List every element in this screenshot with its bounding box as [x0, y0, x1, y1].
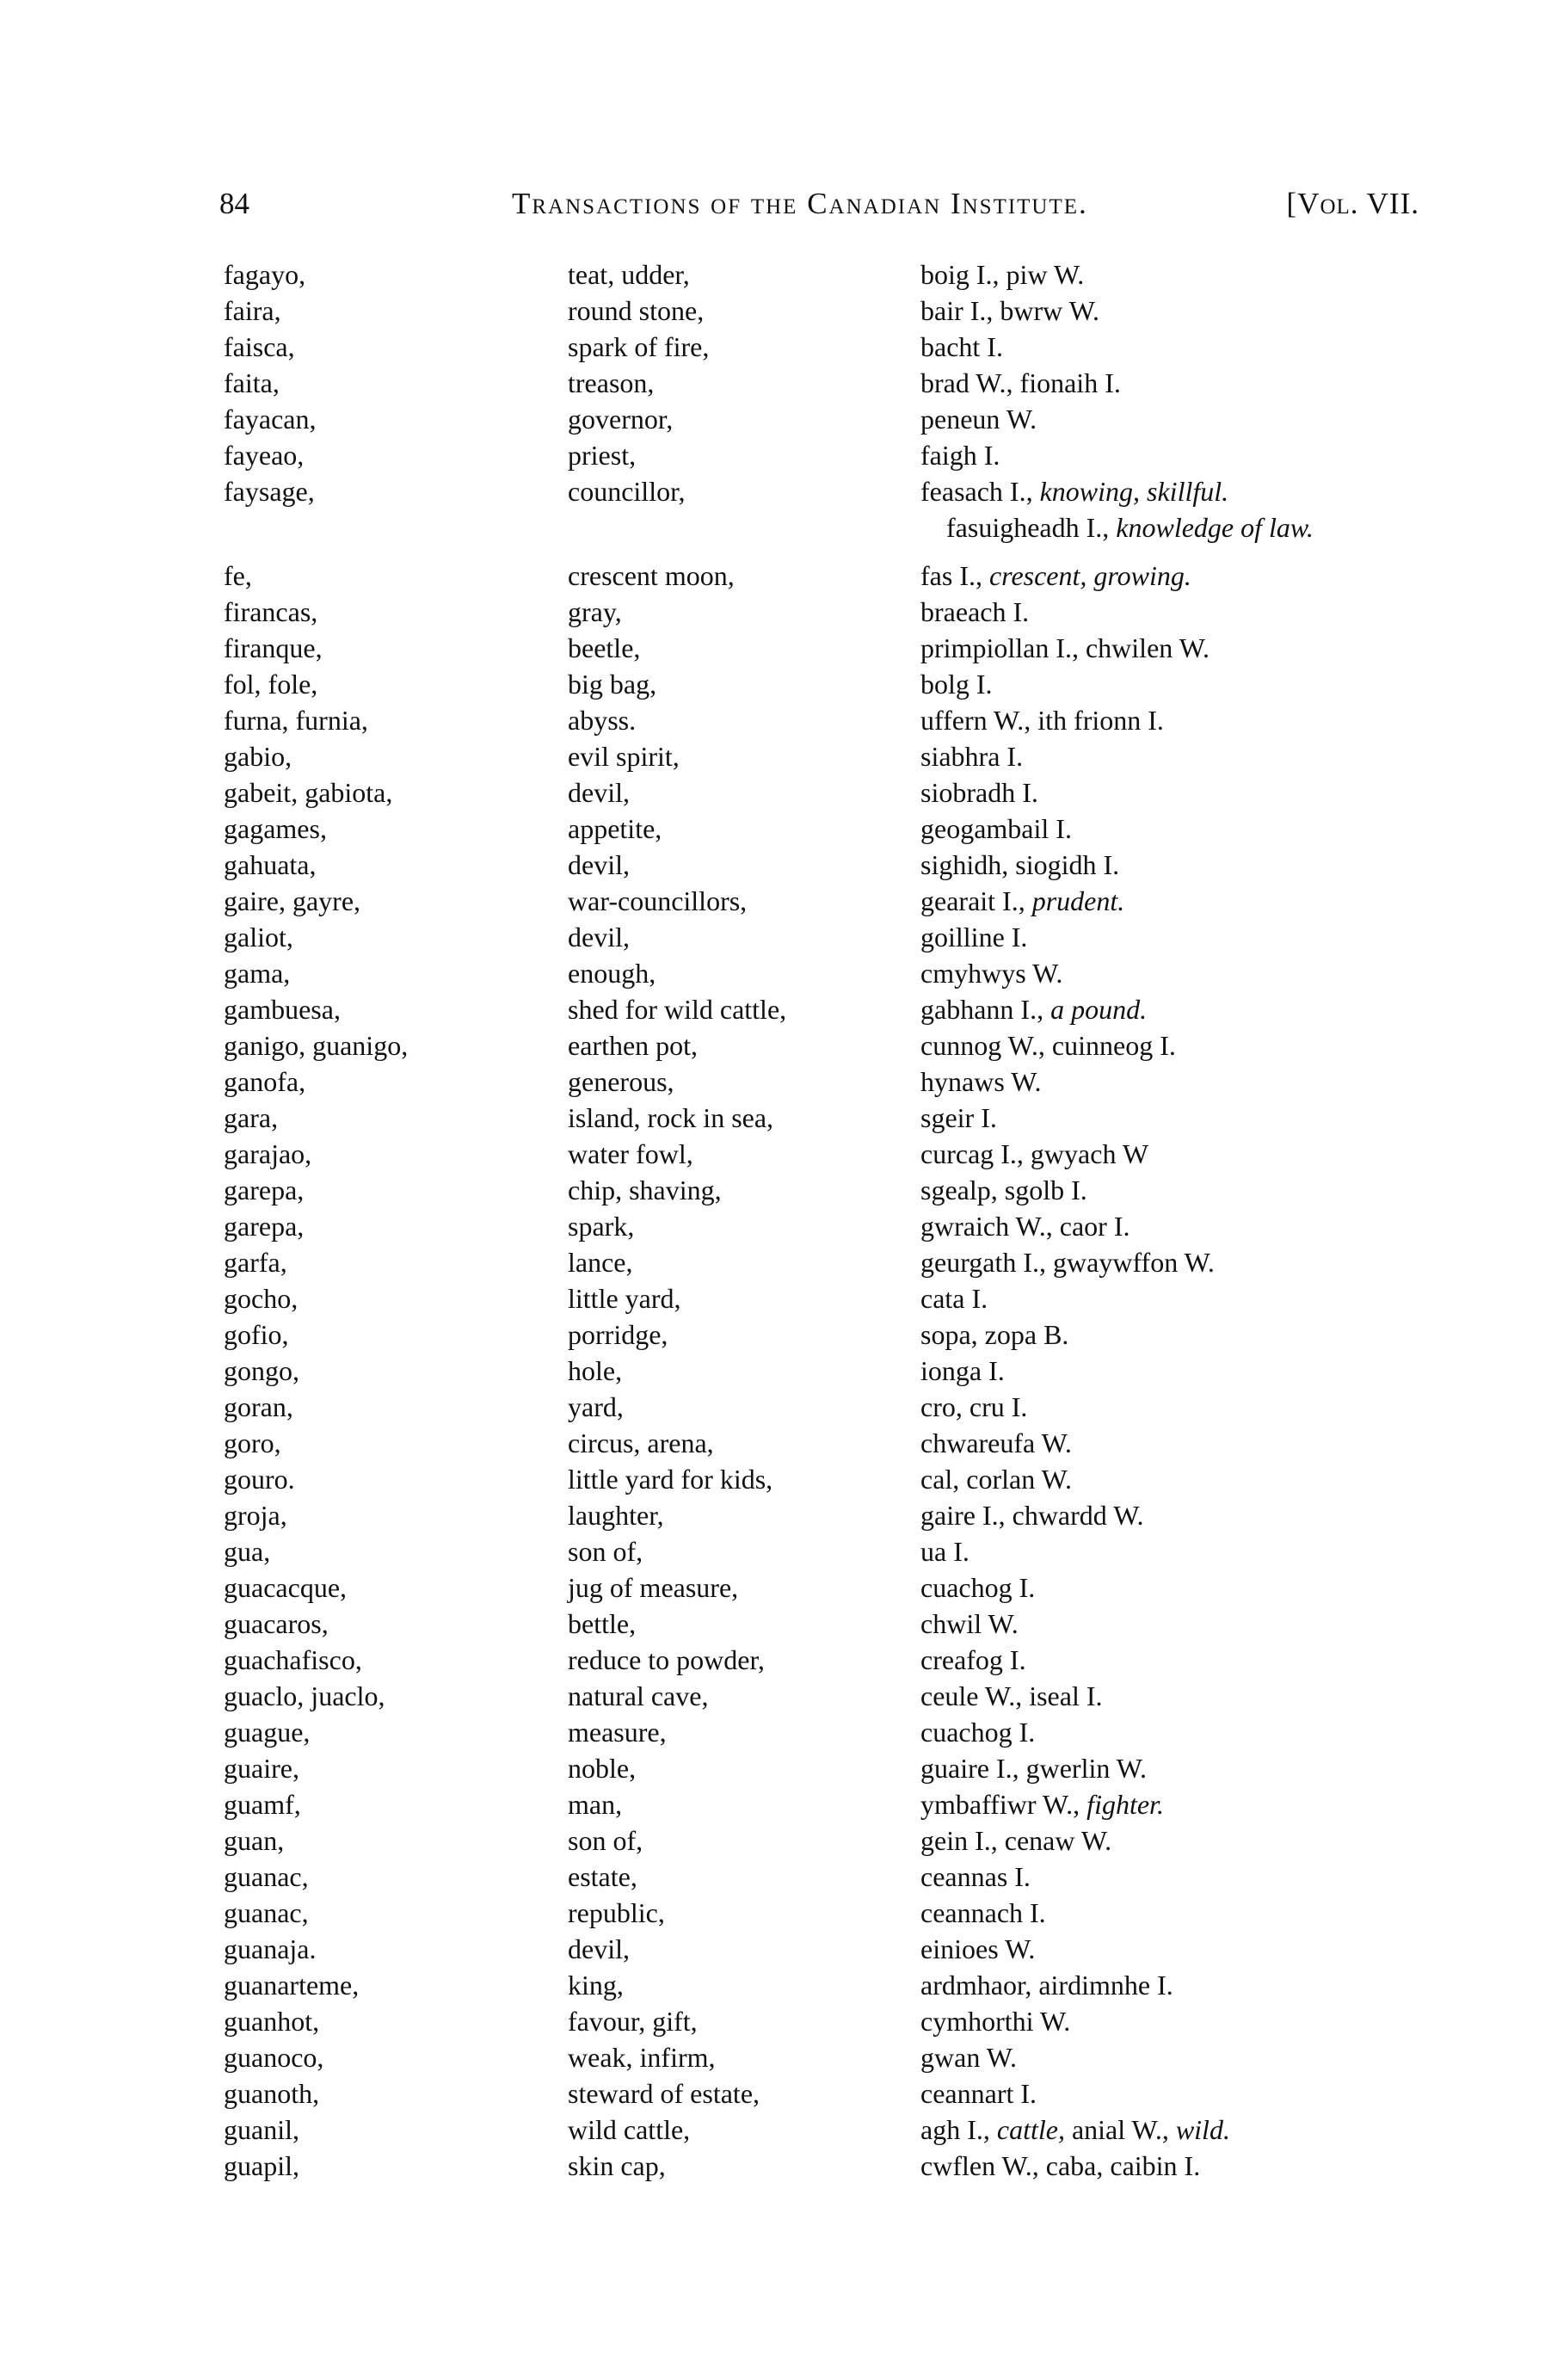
celtic-cognate	[920, 883, 1124, 919]
english-meaning: evil spirit,	[568, 741, 680, 772]
guanche-word: guanoco,	[224, 2042, 324, 2073]
english-meaning: spark of fire,	[568, 331, 710, 362]
cognate-text: gwraich W., caor I.	[920, 1211, 1130, 1242]
list-item	[224, 1389, 1359, 1425]
cognate-text: gearait I.,	[920, 885, 1025, 916]
cognate-text: gein I., cenaw W.	[920, 1825, 1112, 1856]
cognate-text: gaire I., chwardd W.	[920, 1500, 1144, 1531]
english-meaning: devil,	[568, 777, 630, 808]
english-meaning: measure,	[568, 1717, 667, 1748]
list-item	[224, 1533, 1359, 1569]
english-meaning: son of,	[568, 1825, 643, 1856]
cognate-text: braeach I.	[920, 596, 1030, 627]
celtic-cognate	[920, 329, 1003, 365]
list-item	[224, 1064, 1359, 1100]
english-meaning: devil,	[568, 849, 630, 880]
cognate-text: ua I.	[920, 1536, 969, 1567]
list-item	[224, 738, 1359, 774]
celtic-cognate	[920, 1859, 1031, 1895]
guanche-word: fayeao,	[224, 440, 305, 471]
list-item	[224, 1425, 1359, 1461]
guanche-word: guacaros,	[224, 1608, 329, 1639]
celtic-cognate	[920, 1786, 1164, 1822]
list-item	[224, 919, 1359, 955]
guanche-word: gambuesa,	[224, 994, 341, 1025]
english-meaning: porridge,	[568, 1319, 668, 1350]
guanche-word: guachafisco,	[224, 1644, 362, 1675]
celtic-cognate	[920, 365, 1121, 401]
english-meaning: gray,	[568, 596, 622, 627]
english-meaning: devil,	[568, 1933, 630, 1964]
english-meaning: earthen pot,	[568, 1030, 699, 1061]
cognate-text: ionga I.	[920, 1355, 1005, 1386]
celtic-cognate	[920, 1533, 969, 1569]
guanche-word: furna, furnia,	[224, 705, 368, 736]
guanche-word: guanil,	[224, 2114, 299, 2145]
guanche-word: fol, fole,	[224, 669, 318, 700]
english-meaning: noble,	[568, 1753, 637, 1784]
celtic-cognate	[920, 1100, 997, 1136]
list-item	[224, 1353, 1359, 1389]
cognate-text: fas I.,	[920, 560, 982, 591]
guanche-word: groja,	[224, 1500, 287, 1531]
cognate-gloss: knowing, skillful.	[1039, 476, 1229, 507]
list-item	[224, 2148, 1359, 2184]
list-item	[224, 1497, 1359, 1533]
celtic-cognate	[920, 847, 1119, 883]
english-meaning: appetite,	[568, 813, 662, 844]
cognate-text: chwil W.	[920, 1608, 1019, 1639]
list-item	[224, 1244, 1359, 1280]
english-meaning: bettle,	[568, 1608, 637, 1639]
celtic-cognate	[920, 473, 1228, 509]
cognate-gloss: wild.	[1175, 2114, 1230, 2145]
english-meaning: water fowl,	[568, 1138, 693, 1169]
cognate-gloss: cattle,	[996, 2114, 1065, 2145]
celtic-cognate	[920, 594, 1029, 630]
guanche-word: guanhot,	[224, 2006, 320, 2037]
cognate-text: cmyhwys W.	[920, 958, 1063, 989]
cognate-text: geogambail I.	[920, 813, 1072, 844]
cognate-text: cata I.	[920, 1283, 988, 1314]
cognate-gloss: crescent, growing.	[988, 560, 1191, 591]
english-meaning: favour, gift,	[568, 2006, 698, 2037]
english-meaning: laughter,	[568, 1500, 664, 1531]
guanche-word: gabio,	[224, 741, 292, 772]
english-meaning: round stone,	[568, 295, 705, 326]
cognate-text: sopa, zopa B.	[920, 1319, 1069, 1350]
list-item	[224, 1822, 1359, 1859]
english-meaning: man,	[568, 1789, 623, 1820]
celtic-cognate	[920, 1895, 1046, 1931]
celtic-cognate	[920, 1606, 1019, 1642]
celtic-cognate	[920, 1244, 1215, 1280]
celtic-cognate	[920, 1389, 1027, 1425]
cognate-text: cunnog W., cuinneog I.	[920, 1030, 1176, 1061]
cognate-text: ardmhaor, airdimnhe I.	[920, 1970, 1173, 2001]
cognate-text: agh I.,	[920, 2114, 990, 2145]
english-meaning: enough,	[568, 958, 656, 989]
english-meaning: spark,	[568, 1211, 635, 1242]
list-item	[224, 365, 1359, 401]
celtic-cognate	[920, 1316, 1068, 1353]
cognate-text: gabhann I.,	[920, 994, 1044, 1025]
guanche-word: guanac,	[224, 1861, 309, 1892]
list-item	[224, 2039, 1359, 2075]
running-title: Transactions of the Canadian Institute.	[512, 187, 1088, 220]
cognate-text: peneun W.	[920, 404, 1037, 435]
celtic-cognate	[920, 919, 1027, 955]
cognate-gloss: fighter.	[1086, 1789, 1164, 1820]
guanche-word: gahuata,	[224, 849, 317, 880]
english-meaning: little yard for kids,	[568, 1464, 773, 1495]
guanche-word: faira,	[224, 295, 281, 326]
cognate-text: hynaws W.	[920, 1066, 1042, 1097]
guanche-word: gara,	[224, 1102, 279, 1133]
english-meaning: shed for wild cattle,	[568, 994, 787, 1025]
english-meaning: steward of estate,	[568, 2078, 760, 2109]
list-item	[224, 1569, 1359, 1606]
volume-label: [Vol. VII.	[1286, 187, 1419, 220]
english-meaning: abyss.	[568, 705, 637, 736]
english-meaning: natural cave,	[568, 1680, 709, 1711]
english-meaning: island, rock in sea,	[568, 1102, 774, 1133]
celtic-cognate	[920, 1425, 1072, 1461]
celtic-cognate	[920, 2148, 1200, 2184]
list-item	[224, 1100, 1359, 1136]
cognate-text: cwflen W., caba, caibin I.	[920, 2150, 1201, 2181]
list-item	[224, 1208, 1359, 1244]
guanche-word: garepa,	[224, 1211, 305, 1242]
guanche-word: gama,	[224, 958, 291, 989]
celtic-cognate	[920, 702, 1164, 738]
list-item	[224, 256, 1359, 293]
celtic-cognate	[920, 666, 993, 702]
list-item	[224, 1642, 1359, 1678]
list-item	[224, 1750, 1359, 1786]
cognate-text: sighidh, siogidh I.	[920, 849, 1120, 880]
cognate-text: ymbaffiwr W.,	[920, 1789, 1080, 1820]
cognate-text: feasach I.,	[920, 476, 1033, 507]
guanche-word: gocho,	[224, 1283, 299, 1314]
guanche-word: garfa,	[224, 1247, 287, 1278]
cognate-gloss: prudent.	[1031, 885, 1125, 916]
guanche-word: guamf,	[224, 1789, 301, 1820]
list-item	[224, 1027, 1359, 1064]
celtic-cognate	[920, 991, 1147, 1027]
list-item	[224, 594, 1359, 630]
celtic-cognate	[920, 774, 1038, 811]
celtic-cognate	[920, 1750, 1147, 1786]
cognate-text: sgeir I.	[920, 1102, 997, 1133]
celtic-cognate	[920, 1064, 1041, 1100]
english-meaning: crescent moon,	[568, 560, 735, 591]
cognate-text: goilline I.	[920, 922, 1028, 953]
cognate-text: ceule W., iseal I.	[920, 1680, 1103, 1711]
guanche-word: firancas,	[224, 596, 318, 627]
guanche-word: guaire,	[224, 1753, 299, 1784]
guanche-word: garajao,	[224, 1138, 312, 1169]
list-item	[224, 1895, 1359, 1931]
list-item	[224, 1316, 1359, 1353]
list-item	[224, 1136, 1359, 1172]
english-meaning: little yard,	[568, 1283, 681, 1314]
list-item	[224, 1967, 1359, 2003]
list-item	[224, 2075, 1359, 2112]
guanche-word: guapil,	[224, 2150, 299, 2181]
list-item	[224, 1172, 1359, 1208]
guanche-word: faysage,	[224, 476, 315, 507]
english-meaning: weak, infirm,	[568, 2042, 716, 2073]
list-item	[224, 811, 1359, 847]
cognate-text: ceannas I.	[920, 1861, 1031, 1892]
guanche-word: gaire, gayre,	[224, 885, 361, 916]
cognate-text: ceannach I.	[920, 1897, 1046, 1928]
english-meaning: big bag,	[568, 669, 657, 700]
list-item	[224, 293, 1359, 329]
cognate-text: bacht I.	[920, 331, 1003, 362]
celtic-cognate	[920, 2003, 1070, 2039]
english-meaning: circus, arena,	[568, 1427, 714, 1458]
english-meaning: lance,	[568, 1247, 633, 1278]
list-item	[224, 847, 1359, 883]
cognate-text: guaire I., gwerlin W.	[920, 1753, 1148, 1784]
english-meaning: chip, shaving,	[568, 1175, 722, 1205]
guanche-word: gofio,	[224, 1319, 289, 1350]
page-number: 84	[219, 187, 249, 220]
celtic-cognate	[920, 1208, 1130, 1244]
celtic-cognate	[920, 811, 1072, 847]
vocabulary-list	[224, 256, 1359, 2184]
list-item	[224, 509, 1359, 544]
guanche-word: faisca,	[224, 331, 295, 362]
cognate-text: boig I., piw W.	[920, 259, 1085, 290]
list-item	[224, 558, 1359, 594]
english-meaning: jug of measure,	[568, 1572, 739, 1603]
celtic-cognate	[920, 2112, 1230, 2148]
english-meaning: king,	[568, 1970, 624, 2001]
cognate-text: siabhra I.	[920, 741, 1024, 772]
celtic-cognate	[920, 1497, 1143, 1533]
english-meaning: son of,	[568, 1536, 643, 1567]
cognate-text: fasuigheadh I.,	[946, 512, 1110, 543]
guanche-word: fagayo,	[224, 259, 306, 290]
celtic-cognate	[920, 1714, 1035, 1750]
english-meaning: skin cap,	[568, 2150, 666, 2181]
english-meaning: treason,	[568, 367, 655, 398]
cognate-text: cro, cru I.	[920, 1391, 1028, 1422]
celtic-cognate	[946, 509, 1314, 546]
celtic-cognate	[920, 2075, 1037, 2112]
celtic-cognate	[920, 437, 1000, 473]
guanche-word: fe,	[224, 560, 252, 591]
list-item	[224, 1461, 1359, 1497]
guanche-word: guanaja.	[224, 1933, 317, 1964]
list-item	[224, 1280, 1359, 1316]
celtic-cognate	[920, 256, 1084, 293]
english-meaning: war-councillors,	[568, 885, 748, 916]
celtic-cognate	[920, 1280, 988, 1316]
guanche-word: faita,	[224, 367, 280, 398]
cognate-text: anial W.,	[1071, 2114, 1169, 2145]
celtic-cognate	[920, 955, 1062, 991]
celtic-cognate	[920, 1822, 1111, 1859]
cognate-text: curcag I., gwyach W	[920, 1138, 1149, 1169]
celtic-cognate	[920, 1569, 1035, 1606]
guanche-word: guanoth,	[224, 2078, 320, 2109]
cognate-text: einioes W.	[920, 1933, 1036, 1964]
cognate-text: cuachog I.	[920, 1717, 1036, 1748]
celtic-cognate	[920, 1172, 1087, 1208]
list-item	[224, 473, 1359, 509]
english-meaning: wild cattle,	[568, 2114, 691, 2145]
celtic-cognate	[920, 558, 1191, 594]
cognate-gloss: a pound.	[1050, 994, 1148, 1025]
list-item	[224, 437, 1359, 473]
list-item	[224, 630, 1359, 666]
celtic-cognate	[920, 1027, 1176, 1064]
cognate-text: cal, corlan W.	[920, 1464, 1072, 1495]
list-item	[224, 1859, 1359, 1895]
cognate-text: chwareufa W.	[920, 1427, 1072, 1458]
english-meaning: priest,	[568, 440, 637, 471]
list-item	[224, 1786, 1359, 1822]
list-item	[224, 401, 1359, 437]
english-meaning: devil,	[568, 922, 630, 953]
cognate-text: bolg I.	[920, 669, 993, 700]
guanche-word: garepa,	[224, 1175, 305, 1205]
celtic-cognate	[920, 1642, 1026, 1678]
english-meaning: councillor,	[568, 476, 686, 507]
english-meaning: yard,	[568, 1391, 624, 1422]
guanche-word: firanque,	[224, 632, 323, 663]
celtic-cognate	[920, 2039, 1017, 2075]
english-meaning: governor,	[568, 404, 674, 435]
guanche-word: goran,	[224, 1391, 293, 1422]
cognate-text: primpiollan I., chwilen W.	[920, 632, 1210, 663]
guanche-word: gagames,	[224, 813, 327, 844]
cognate-text: brad W., fionaih I.	[920, 367, 1121, 398]
celtic-cognate	[920, 293, 1099, 329]
list-item	[224, 1606, 1359, 1642]
cognate-text: uffern W., ith frionn I.	[920, 705, 1164, 736]
celtic-cognate	[920, 1461, 1072, 1497]
list-item	[224, 1714, 1359, 1750]
cognate-text: gwan W.	[920, 2042, 1017, 2073]
list-item	[224, 2003, 1359, 2039]
cognate-text: sgealp, sgolb I.	[920, 1175, 1087, 1205]
list-item	[224, 2112, 1359, 2148]
guanche-word: goro,	[224, 1427, 281, 1458]
cognate-text: geurgath I., gwaywffon W.	[920, 1247, 1215, 1278]
english-meaning: reduce to powder,	[568, 1644, 765, 1675]
guanche-word: galiot,	[224, 922, 293, 953]
guanche-word: guague,	[224, 1717, 311, 1748]
cognate-text: cuachog I.	[920, 1572, 1036, 1603]
running-head	[219, 182, 1419, 225]
english-meaning: teat, udder,	[568, 259, 690, 290]
list-item	[224, 666, 1359, 702]
celtic-cognate	[920, 738, 1023, 774]
guanche-word: guaclo, juaclo,	[224, 1680, 385, 1711]
list-item	[224, 1931, 1359, 1967]
english-meaning: generous,	[568, 1066, 674, 1097]
english-meaning: beetle,	[568, 632, 641, 663]
guanche-word: guan,	[224, 1825, 285, 1856]
guanche-word: gabeit, gabiota,	[224, 777, 393, 808]
list-item	[224, 991, 1359, 1027]
guanche-word: guacacque,	[224, 1572, 348, 1603]
english-meaning: republic,	[568, 1897, 665, 1928]
cognate-text: cymhorthi W.	[920, 2006, 1071, 2037]
list-item	[224, 774, 1359, 811]
list-item	[224, 1678, 1359, 1714]
guanche-word: fayacan,	[224, 404, 317, 435]
guanche-word: gongo,	[224, 1355, 299, 1386]
cognate-text: faigh I.	[920, 440, 1000, 471]
guanche-word: ganofa,	[224, 1066, 306, 1097]
cognate-text: ceannart I.	[920, 2078, 1037, 2109]
celtic-cognate	[920, 1967, 1173, 2003]
celtic-cognate	[920, 1931, 1035, 1967]
list-item	[224, 329, 1359, 365]
cognate-text: bair I., bwrw W.	[920, 295, 1099, 326]
list-item	[224, 883, 1359, 919]
celtic-cognate	[920, 401, 1037, 437]
guanche-word: gouro.	[224, 1464, 295, 1495]
cognate-text: siobradh I.	[920, 777, 1038, 808]
list-item	[224, 702, 1359, 738]
english-meaning: hole,	[568, 1355, 623, 1386]
guanche-word: ganigo, guanigo,	[224, 1030, 409, 1061]
guanche-word: guanarteme,	[224, 1970, 360, 2001]
celtic-cognate	[920, 1678, 1102, 1714]
celtic-cognate	[920, 1136, 1148, 1172]
guanche-word: gua,	[224, 1536, 271, 1567]
cognate-text: creafog I.	[920, 1644, 1026, 1675]
guanche-word: guanac,	[224, 1897, 309, 1928]
english-meaning: estate,	[568, 1861, 637, 1892]
cognate-gloss: knowledge of law.	[1116, 512, 1314, 543]
celtic-cognate	[920, 630, 1210, 666]
list-item	[224, 955, 1359, 991]
celtic-cognate	[920, 1353, 1005, 1389]
